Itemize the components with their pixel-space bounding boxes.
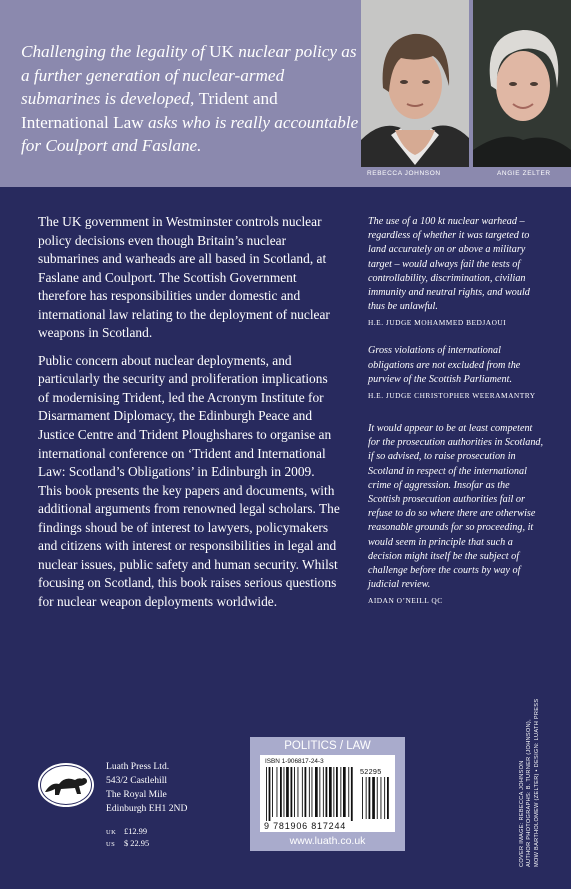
credit-line-2: AUTHOR PHOTOGRAPHS: B. TURNER (JOHNSON),: [526, 719, 533, 867]
blurb-uk: UK: [209, 42, 234, 61]
blurb-book-title: Trident and International Law: [21, 89, 278, 132]
quote-1-text: The use of a 100 kt nuclear warhead – regardless of whether it was targeted to land accurately on or above a military target – would always fail the tests of controllability, discrimination, civilian immunity and neutral rights, and would thus be unlawful.: [368, 216, 530, 313]
price-list: [106, 827, 149, 850]
quote-3-attribution: AIDAN O’NEILL QC: [368, 596, 443, 606]
caption-rebecca-johnson: REBECCA JOHNSON: [367, 170, 441, 177]
publisher-postcode: EH1 2ND: [148, 803, 188, 814]
endorsement-quotes: [368, 215, 544, 607]
barcode-digits: 9 781906 817244: [264, 821, 347, 831]
price-uk-currency: UK: [106, 829, 117, 836]
publisher-address-line-2: The Royal Mile: [106, 789, 167, 800]
price-us-currency: US: [106, 840, 116, 848]
barcode-box: [260, 755, 395, 832]
top-band: [0, 0, 571, 187]
credit-line-3: MOW BARTHOLOMEW (ZELTER) • DESIGN: LUATH PRESS: [533, 698, 540, 867]
p1-rest: government in Westminster controls nuclear policy decisions even though Britain’s nuclear submarines and warheads are all based in Scotland, at Faslane and Coulport. The Scottish Government therefore has responsibilities under domestic and international law relating to the deployment of nuclear weapons in Scotland.: [38, 214, 330, 341]
website-link[interactable]: www.luath.co.uk: [289, 835, 366, 847]
publisher-city-line: [106, 802, 187, 816]
price-uk: [106, 827, 149, 839]
credit-line-1: COVER IMAGE: REBECCA JOHNSON: [519, 760, 525, 867]
quote-1-attribution: H.E. JUDGE MOHAMMED BEDJAOUI: [368, 318, 507, 328]
blurb-text-1: Challenging the legality of: [21, 42, 210, 61]
publisher-address-line-1: 543/2 Castlehill: [106, 775, 168, 786]
description-paragraph-2: Public concern about nuclear deployments, and particularly the security and proliferation implications of modernising Trident, led the Acronym Institute for Disarmament Diplomacy, the Edinburgh Peace and Justice Centre and Trident Ploughshares to organise an international conference on ‘Trident and International Law: Scotland’s Obligations’ in Edinburgh in 2009.: [38, 352, 332, 480]
quote-3-text: It would appear to be at least competent for the prosecution authorities in Scotland, if so advised, to raise prosecution in Scotland in respect of the international crime of aggression. Insofar as the Scottish prosecution authorities fail or refuse to do so where there are otherwise reasonable grounds for so proceeding, it would seem in principle that such a decision might itself be the subject of challenge before the courts by way of judicial review.: [368, 423, 544, 591]
cover-blurb: [21, 40, 361, 158]
author-photo-angie-zelter: [473, 0, 571, 167]
price-us-amount: $ 22.95: [124, 838, 150, 848]
publisher-city: Edinburgh: [106, 803, 147, 814]
blurb-text-2: nuclear policy as a further generation of nuclear-armed submarines is developed,: [21, 42, 357, 108]
main-description: [38, 213, 340, 620]
price-us: [106, 839, 149, 851]
blurb-text-3: asks who is really accountable for Coulport and Faslane.: [21, 112, 359, 155]
publisher-name: Luath Press Ltd.: [106, 761, 170, 772]
barcode-bars: [264, 767, 391, 823]
caption-angie-zelter: ANGIE ZELTER: [497, 170, 551, 177]
barcode-addon-price: 52295: [360, 767, 382, 776]
category-label: POLITICS / LAW: [284, 740, 371, 752]
isbn-text: ISBN 1-906817-24-3: [265, 758, 324, 765]
barcode-panel: [250, 737, 405, 851]
cover-credits: [519, 699, 541, 867]
p1-uk: UK: [62, 214, 82, 229]
quote-2-text: Gross violations of international obligations are not excluded from the purview of the Scottish Parliament.: [368, 345, 521, 385]
description-paragraph-1: [38, 213, 340, 343]
description-paragraph-3: This book presents the key papers and documents, with additional arguments from renowned legal scholars. The findings shoud be of interest to lawyers, policymakers and citizens with interest or responsibilities in legal and nuclear issues, public safety and human security. Whilst focusing on Scotland, this book raises serious questions for nuclear weapon deployments worldwide.: [38, 482, 340, 609]
luath-press-logo-icon: [37, 762, 95, 813]
publisher-address: [106, 760, 187, 816]
p1-start: The: [38, 214, 63, 229]
author-photo-rebecca-johnson: [361, 0, 469, 167]
quote-2-attribution: H.E. JUDGE CHRISTOPHER WEERAMANTRY: [368, 391, 536, 401]
price-uk-amount: £12.99: [124, 827, 148, 836]
